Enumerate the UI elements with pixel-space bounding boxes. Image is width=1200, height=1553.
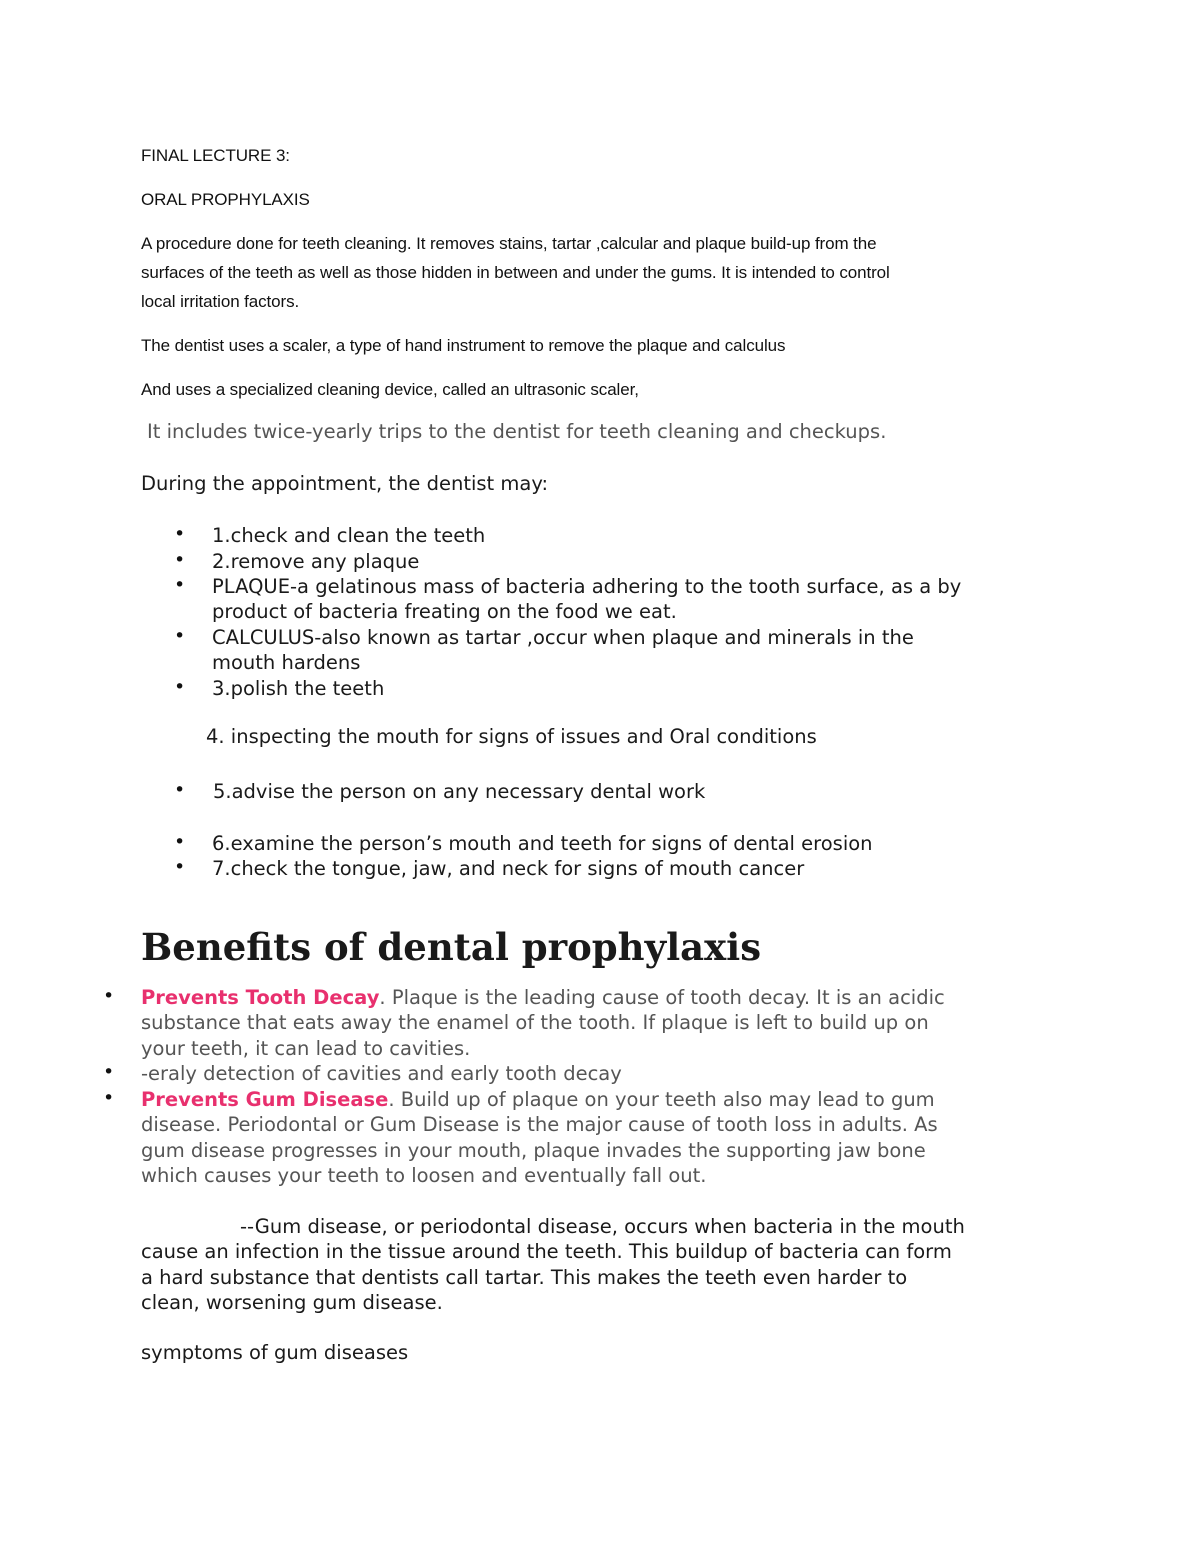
twice-yearly-paragraph: It includes twice-yearly trips to the dentist for teeth cleaning and checkups.: [147, 420, 887, 443]
benefit-continuation: gum disease progresses in your mouth, plaque invades the supporting jaw bone: [141, 1139, 926, 1162]
gum-disease-line: --Gum disease, or periodontal disease, occurs when bacteria in the mouth: [240, 1215, 965, 1238]
benefit-item: [141, 986, 945, 1009]
list-item-continuation: product of bacteria freating on the food we eat.: [212, 600, 677, 623]
bullet-marker: •: [174, 779, 186, 801]
scaler-paragraph: The dentist uses a scaler, a type of hand instrument to remove the plaque and calculus: [141, 336, 786, 355]
intro-line-1: A procedure done for teeth cleaning. It removes stains, tartar ,calcular and plaque build-up from the: [141, 234, 877, 253]
bullet-marker: •: [174, 856, 186, 878]
ultrasonic-paragraph: And uses a specialized cleaning device, called an ultrasonic scaler,: [141, 380, 639, 399]
gum-disease-line: a hard substance that dentists call tartar. This makes the teeth even harder to: [141, 1266, 908, 1289]
list-item: 1.check and clean the teeth: [212, 524, 486, 547]
benefit-title: Prevents Tooth Decay: [141, 986, 380, 1009]
bullet-marker: •: [174, 549, 186, 571]
bullet-marker: •: [174, 523, 186, 545]
list-item: CALCULUS-also known as tartar ,occur when plaque and minerals in the: [212, 626, 914, 649]
list-item: 4. inspecting the mouth for signs of issues and Oral conditions: [206, 725, 817, 748]
lecture-title: FINAL LECTURE 3:: [141, 146, 290, 165]
gum-disease-line: cause an infection in the tissue around the teeth. This buildup of bacteria can form: [141, 1240, 952, 1263]
benefit-continuation: which causes your teeth to loosen and eventually fall out.: [141, 1164, 707, 1187]
benefit-text: . Plaque is the leading cause of tooth decay. It is an acidic: [379, 986, 945, 1009]
bullet-marker: •: [103, 985, 115, 1007]
bullet-marker: •: [174, 625, 186, 647]
bullet-marker: •: [174, 831, 186, 853]
list-item: PLAQUE-a gelatinous mass of bacteria adhering to the tooth surface, as a by: [212, 575, 962, 598]
list-item: 6.examine the person’s mouth and teeth for signs of dental erosion: [212, 832, 873, 855]
benefits-heading: Benefits of dental prophylaxis: [141, 925, 762, 969]
list-item: 7.check the tongue, jaw, and neck for signs of mouth cancer: [212, 857, 805, 880]
benefit-continuation: disease. Periodontal or Gum Disease is the major cause of tooth loss in adults. As: [141, 1113, 938, 1136]
intro-line-2: surfaces of the teeth as well as those hidden in between and under the gums. It is intended to control: [141, 263, 890, 282]
list-item: 2.remove any plaque: [212, 550, 420, 573]
list-item: 5.advise the person on any necessary dental work: [213, 780, 706, 803]
bullet-marker: •: [174, 676, 186, 698]
benefit-title: Prevents Gum Disease: [141, 1088, 389, 1111]
intro-line-3: local irritation factors.: [141, 292, 300, 311]
benefit-continuation: your teeth, it can lead to cavities.: [141, 1037, 471, 1060]
benefit-continuation: substance that eats away the enamel of the tooth. If plaque is left to build up on: [141, 1011, 929, 1034]
gum-disease-line: clean, worsening gum disease.: [141, 1291, 443, 1314]
list-item-continuation: mouth hardens: [212, 651, 361, 674]
list-item: 3.polish the teeth: [212, 677, 385, 700]
appointment-intro: During the appointment, the dentist may:: [141, 472, 549, 495]
bullet-marker: •: [174, 574, 186, 596]
symptoms-heading: symptoms of gum diseases: [141, 1341, 409, 1364]
benefit-item: [141, 1088, 935, 1111]
benefit-text: . Build up of plaque on your teeth also may lead to gum: [388, 1088, 935, 1111]
bullet-marker: •: [103, 1061, 115, 1083]
benefit-item: -eraly detection of cavities and early tooth decay: [141, 1062, 622, 1085]
section-title: ORAL PROPHYLAXIS: [141, 190, 310, 209]
bullet-marker: •: [103, 1087, 115, 1109]
